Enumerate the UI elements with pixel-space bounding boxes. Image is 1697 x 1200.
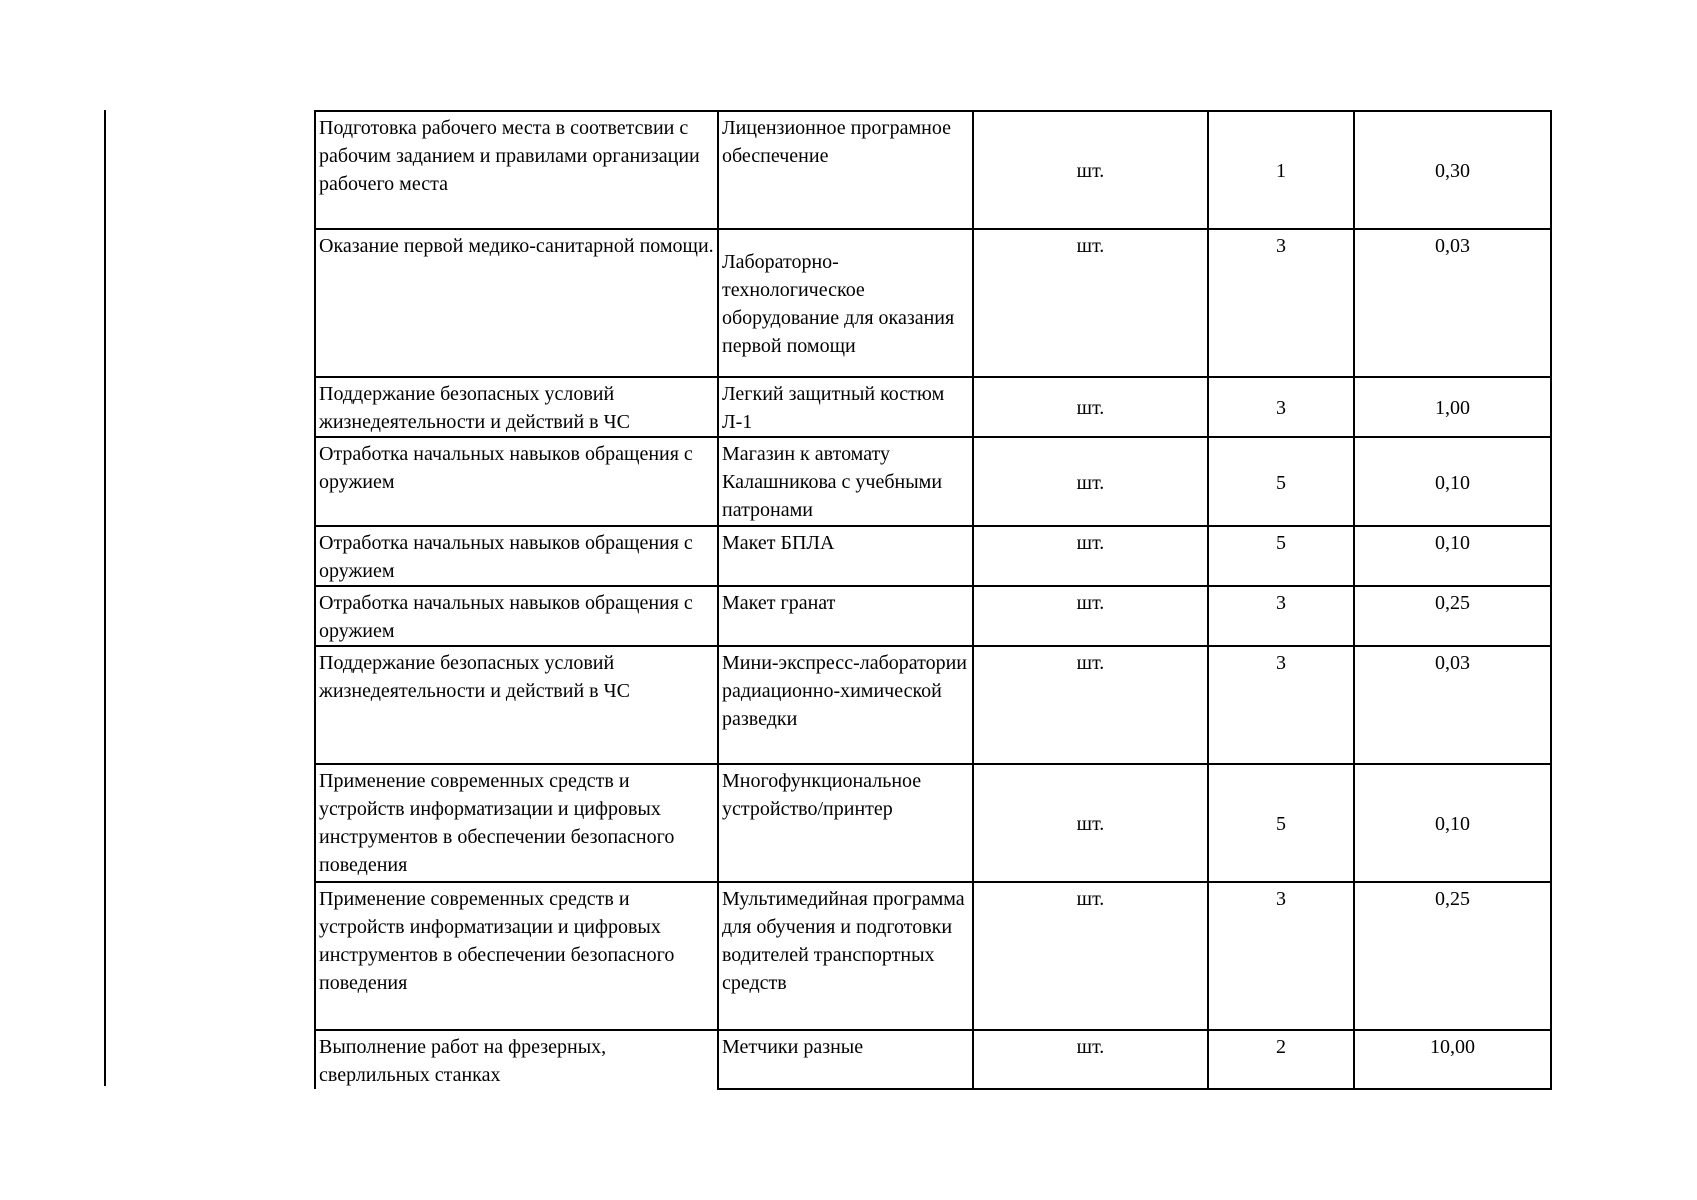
quantity-cell: 3 — [1208, 377, 1354, 437]
unit-cell: шт. — [973, 229, 1208, 377]
left-margin-rule — [104, 110, 106, 1086]
table-row — [315, 229, 1551, 377]
coefficient-cell: 0,10 — [1354, 764, 1551, 882]
quantity-cell: 3 — [1208, 646, 1354, 764]
quantity-cell: 3 — [1208, 882, 1354, 1030]
item-cell: Мультимедийная программа для обучения и подготовки водителей транспортных средств — [718, 882, 973, 1030]
table-row — [315, 764, 1551, 882]
item-cell: Макет БПЛА — [718, 526, 973, 586]
quantity-cell: 2 — [1208, 1030, 1354, 1089]
activity-cell: Отработка начальных навыков обращения с оружием — [315, 526, 718, 586]
unit-cell: шт. — [973, 526, 1208, 586]
coefficient-cell: 0,03 — [1354, 229, 1551, 377]
table-row — [315, 526, 1551, 586]
quantity-cell: 1 — [1208, 111, 1354, 229]
unit-cell: шт. — [973, 646, 1208, 764]
item-cell: Лабораторно-технологическое оборудование для оказания первой помощи — [718, 229, 973, 377]
coefficient-cell: 0,03 — [1354, 646, 1551, 764]
item-cell: Метчики разные — [718, 1030, 973, 1089]
coefficient-cell: 1,00 — [1354, 377, 1551, 437]
quantity-cell: 3 — [1208, 229, 1354, 377]
table-row — [315, 882, 1551, 1030]
unit-cell: шт. — [973, 437, 1208, 526]
quantity-cell: 3 — [1208, 586, 1354, 646]
item-cell: Лицензионное програмное обеспечение — [718, 111, 973, 229]
coefficient-cell: 0,10 — [1354, 437, 1551, 526]
table-row — [315, 111, 1551, 229]
item-cell: Многофункциональное устройство/принтер — [718, 764, 973, 882]
activity-cell: Применение современных средств и устройств информатизации и цифровых инструментов в обеспечении безопасного поведения — [315, 764, 718, 882]
quantity-cell: 5 — [1208, 764, 1354, 882]
unit-cell: шт. — [973, 586, 1208, 646]
equipment-table — [314, 110, 1552, 1090]
activity-cell: Выполнение работ на фрезерных, сверлильных станках — [315, 1030, 718, 1089]
activity-cell: Применение современных средств и устройств информатизации и цифровых инструментов в обеспечении безопасного поведения — [315, 882, 718, 1030]
unit-cell: шт. — [973, 1030, 1208, 1089]
unit-cell: шт. — [973, 111, 1208, 229]
quantity-cell: 5 — [1208, 437, 1354, 526]
table-row — [315, 1030, 1551, 1089]
quantity-cell: 5 — [1208, 526, 1354, 586]
activity-cell: Поддержание безопасных условий жизнедеятельности и действий в ЧС — [315, 646, 718, 764]
table-row — [315, 437, 1551, 526]
item-cell: Легкий защитный костюм Л-1 — [718, 377, 973, 437]
unit-cell: шт. — [973, 377, 1208, 437]
activity-cell: Отработка начальных навыков обращения с оружием — [315, 586, 718, 646]
item-cell: Мини-экспресс-лаборатории радиационно-химической разведки — [718, 646, 973, 764]
table-row — [315, 646, 1551, 764]
activity-cell: Отработка начальных навыков обращения с оружием — [315, 437, 718, 526]
activity-cell: Подготовка рабочего места в соответсвии с рабочим заданием и правилами организации рабочего места — [315, 111, 718, 229]
table-row — [315, 586, 1551, 646]
item-cell: Макет гранат — [718, 586, 973, 646]
item-cell: Магазин к автомату Калашникова с учебными патронами — [718, 437, 973, 526]
coefficient-cell: 10,00 — [1354, 1030, 1551, 1089]
coefficient-cell: 0,25 — [1354, 586, 1551, 646]
unit-cell: шт. — [973, 882, 1208, 1030]
activity-cell: Поддержание безопасных условий жизнедеятельности и действий в ЧС — [315, 377, 718, 437]
coefficient-cell: 0,25 — [1354, 882, 1551, 1030]
activity-cell: Оказание первой медико-санитарной помощи. — [315, 229, 718, 377]
coefficient-cell: 0,10 — [1354, 526, 1551, 586]
unit-cell: шт. — [973, 764, 1208, 882]
coefficient-cell: 0,30 — [1354, 111, 1551, 229]
table-row — [315, 377, 1551, 437]
